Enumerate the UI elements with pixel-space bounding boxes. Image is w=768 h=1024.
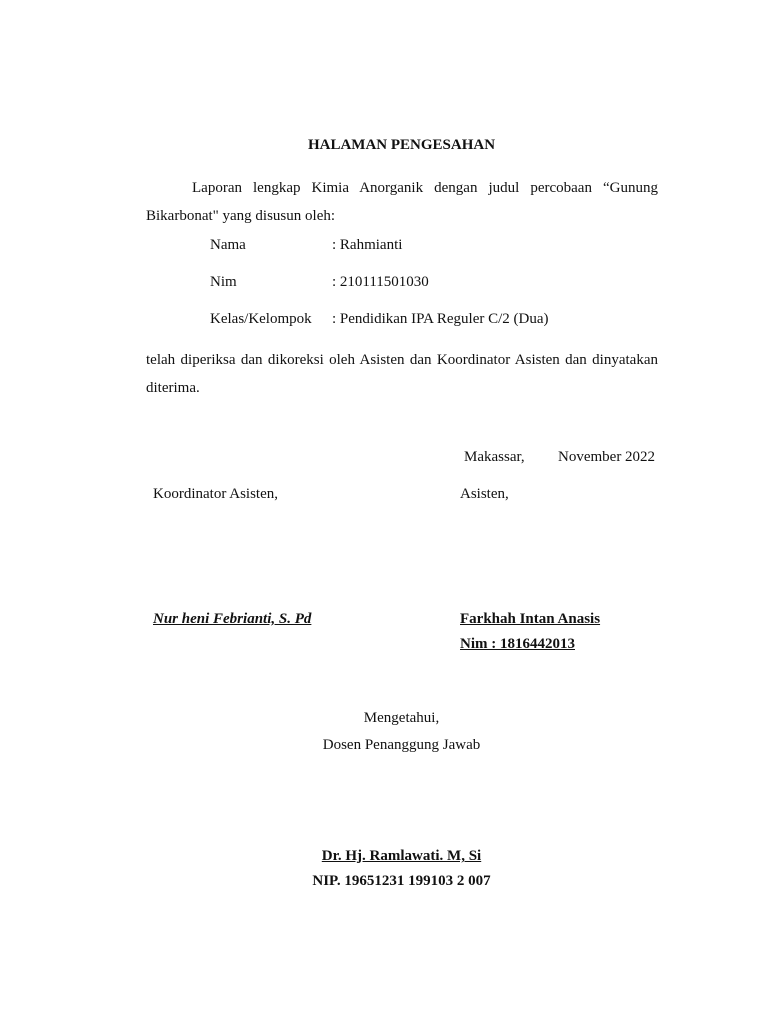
page-title: HALAMAN PENGESAHAN xyxy=(307,137,496,153)
field-label-kelas: Kelas/Kelompok xyxy=(210,311,312,327)
field-value-nim: : 210111501030 xyxy=(332,274,429,290)
coordinator-name: Nur heni Febrianti, S. Pd xyxy=(153,611,312,627)
statement-paragraph: telah diperiksa dan dikoreksi oleh Asisten dan Koordinator Asisten dan dinyatakan diterima. xyxy=(146,352,658,396)
lecturer-nip: NIP. 19651231 199103 2 007 xyxy=(312,873,491,889)
lecturer-name-wrap xyxy=(0,848,768,865)
assistant-role: Asisten, xyxy=(460,486,509,502)
approval-role: Dosen Penanggung Jawab xyxy=(322,737,481,753)
assistant-name: Farkhah Intan Anasis xyxy=(460,611,601,627)
assistant-nim: Nim : 1816442013 xyxy=(460,636,575,652)
approval-label: Mengetahui, xyxy=(363,710,440,726)
place-text: Makassar, xyxy=(464,449,525,465)
lecturer-name: Dr. Hj. Ramlawati. M, Si xyxy=(321,848,482,864)
coordinator-role: Koordinator Asisten, xyxy=(153,486,278,502)
intro-paragraph: Laporan lengkap Kimia Anorganik dengan judul percobaan “Gunung Bikarbonat" yang disusun oleh: xyxy=(146,180,658,224)
date-text: November 2022 xyxy=(558,449,656,465)
field-label-nama: Nama xyxy=(210,237,246,253)
field-label-nim: Nim xyxy=(210,274,237,290)
field-value-kelas: : Pendidikan IPA Reguler C/2 (Dua) xyxy=(332,311,549,327)
field-value-nama: : Rahmianti xyxy=(332,237,403,253)
